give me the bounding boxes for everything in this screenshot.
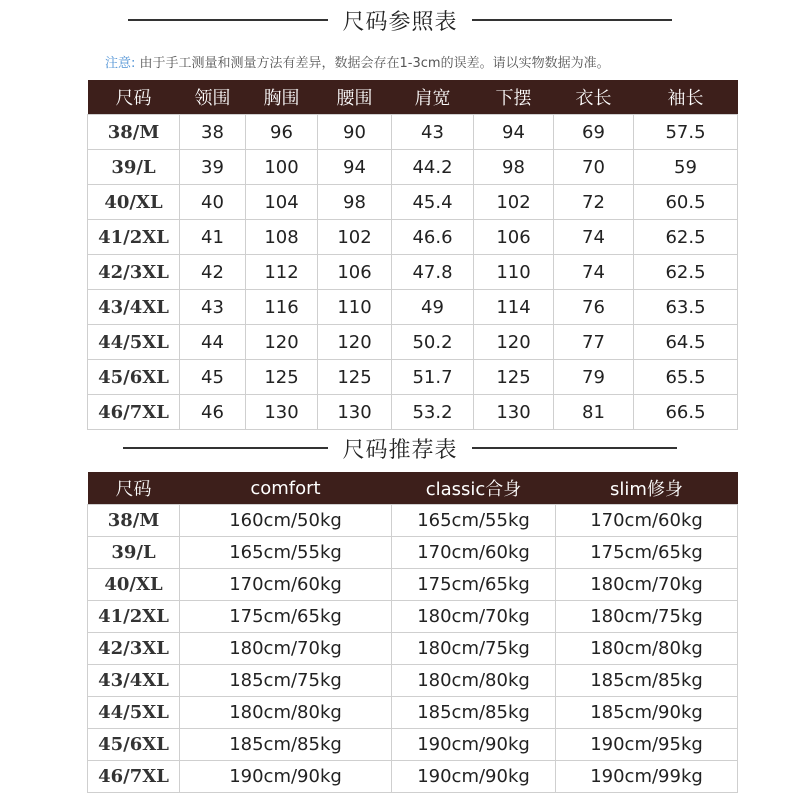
value-cell: 190cm/90kg <box>392 729 556 761</box>
value-cell: 81 <box>554 395 634 430</box>
note-text: 由于手工测量和测量方法有差异，数据会存在1-3cm的误差。请以实物数据为准。 <box>139 56 610 71</box>
value-cell: 130 <box>246 395 318 430</box>
value-cell: 180cm/80kg <box>180 697 392 729</box>
value-cell: 44.2 <box>392 150 474 185</box>
column-header: comfort <box>180 472 392 505</box>
value-cell: 53.2 <box>392 395 474 430</box>
value-cell: 120 <box>246 325 318 360</box>
table-row <box>88 505 738 537</box>
size-cell: 42/3XL <box>88 255 180 290</box>
value-cell: 43 <box>392 115 474 150</box>
size-cell: 42/3XL <box>88 633 180 665</box>
table-row <box>88 185 738 220</box>
column-header: 袖长 <box>634 80 738 115</box>
value-cell: 102 <box>474 185 554 220</box>
size-cell: 45/6XL <box>88 360 180 395</box>
size-cell: 39/L <box>88 537 180 569</box>
value-cell: 190cm/90kg <box>392 761 556 793</box>
value-cell: 130 <box>474 395 554 430</box>
column-header: 领围 <box>180 80 246 115</box>
size-chart-title: 尺码参照表 <box>342 9 458 35</box>
size-cell: 38/M <box>88 115 180 150</box>
value-cell: 110 <box>474 255 554 290</box>
column-header: slim修身 <box>556 472 738 505</box>
column-header: classic合身 <box>392 472 556 505</box>
value-cell: 175cm/65kg <box>556 537 738 569</box>
value-cell: 190cm/99kg <box>556 761 738 793</box>
value-cell: 175cm/65kg <box>180 601 392 633</box>
value-cell: 190cm/90kg <box>180 761 392 793</box>
value-cell: 185cm/85kg <box>392 697 556 729</box>
value-cell: 112 <box>246 255 318 290</box>
value-cell: 45.4 <box>392 185 474 220</box>
value-cell: 108 <box>246 220 318 255</box>
table-row <box>88 395 738 430</box>
value-cell: 180cm/70kg <box>180 633 392 665</box>
size-cell: 40/XL <box>88 569 180 601</box>
table-row <box>88 290 738 325</box>
size-cell: 44/5XL <box>88 697 180 729</box>
recommend-chart-title-row <box>0 430 800 466</box>
column-header: 衣长 <box>554 80 634 115</box>
table-row <box>88 729 738 761</box>
value-cell: 180cm/75kg <box>556 601 738 633</box>
value-cell: 38 <box>180 115 246 150</box>
value-cell: 51.7 <box>392 360 474 395</box>
size-cell: 41/2XL <box>88 601 180 633</box>
size-cell: 46/7XL <box>88 395 180 430</box>
value-cell: 59 <box>634 150 738 185</box>
value-cell: 60.5 <box>634 185 738 220</box>
size-chart-title-row <box>0 2 800 38</box>
value-cell: 180cm/75kg <box>392 633 556 665</box>
table-row <box>88 325 738 360</box>
table-row <box>88 115 738 150</box>
value-cell: 90 <box>318 115 392 150</box>
value-cell: 66.5 <box>634 395 738 430</box>
measurement-note <box>105 52 610 71</box>
title-line-right <box>472 19 672 21</box>
value-cell: 180cm/70kg <box>392 601 556 633</box>
column-header: 尺码 <box>88 472 180 505</box>
value-cell: 72 <box>554 185 634 220</box>
size-cell: 43/4XL <box>88 665 180 697</box>
value-cell: 46.6 <box>392 220 474 255</box>
value-cell: 47.8 <box>392 255 474 290</box>
value-cell: 43 <box>180 290 246 325</box>
value-cell: 96 <box>246 115 318 150</box>
size-cell: 43/4XL <box>88 290 180 325</box>
value-cell: 165cm/55kg <box>180 537 392 569</box>
value-cell: 76 <box>554 290 634 325</box>
value-cell: 62.5 <box>634 220 738 255</box>
value-cell: 165cm/55kg <box>392 505 556 537</box>
value-cell: 125 <box>318 360 392 395</box>
size-cell: 45/6XL <box>88 729 180 761</box>
title-line-left <box>123 447 328 449</box>
size-cell: 40/XL <box>88 185 180 220</box>
value-cell: 98 <box>474 150 554 185</box>
value-cell: 94 <box>474 115 554 150</box>
note-label: 注意: <box>105 56 136 71</box>
recommend-chart-title: 尺码推荐表 <box>342 437 458 463</box>
value-cell: 185cm/75kg <box>180 665 392 697</box>
value-cell: 46 <box>180 395 246 430</box>
value-cell: 74 <box>554 255 634 290</box>
value-cell: 94 <box>318 150 392 185</box>
value-cell: 170cm/60kg <box>180 569 392 601</box>
size-cell: 41/2XL <box>88 220 180 255</box>
value-cell: 41 <box>180 220 246 255</box>
value-cell: 65.5 <box>634 360 738 395</box>
table-row <box>88 255 738 290</box>
value-cell: 79 <box>554 360 634 395</box>
value-cell: 100 <box>246 150 318 185</box>
value-cell: 175cm/65kg <box>392 569 556 601</box>
value-cell: 63.5 <box>634 290 738 325</box>
value-cell: 114 <box>474 290 554 325</box>
value-cell: 116 <box>246 290 318 325</box>
value-cell: 98 <box>318 185 392 220</box>
column-header: 腰围 <box>318 80 392 115</box>
table-row <box>88 761 738 793</box>
value-cell: 170cm/60kg <box>392 537 556 569</box>
value-cell: 45 <box>180 360 246 395</box>
column-header: 胸围 <box>246 80 318 115</box>
value-cell: 185cm/90kg <box>556 697 738 729</box>
size-recommendation-table <box>87 472 738 793</box>
column-header: 尺码 <box>88 80 180 115</box>
value-cell: 50.2 <box>392 325 474 360</box>
table-header-row <box>88 472 738 505</box>
value-cell: 64.5 <box>634 325 738 360</box>
value-cell: 106 <box>474 220 554 255</box>
value-cell: 77 <box>554 325 634 360</box>
value-cell: 104 <box>246 185 318 220</box>
column-header: 下摆 <box>474 80 554 115</box>
value-cell: 120 <box>318 325 392 360</box>
value-cell: 170cm/60kg <box>556 505 738 537</box>
table-row <box>88 360 738 395</box>
table-row <box>88 601 738 633</box>
value-cell: 185cm/85kg <box>180 729 392 761</box>
value-cell: 125 <box>474 360 554 395</box>
column-header: 肩宽 <box>392 80 474 115</box>
value-cell: 190cm/95kg <box>556 729 738 761</box>
table-header-row <box>88 80 738 115</box>
size-cell: 38/M <box>88 505 180 537</box>
value-cell: 160cm/50kg <box>180 505 392 537</box>
value-cell: 130 <box>318 395 392 430</box>
value-cell: 102 <box>318 220 392 255</box>
value-cell: 120 <box>474 325 554 360</box>
size-cell: 44/5XL <box>88 325 180 360</box>
value-cell: 74 <box>554 220 634 255</box>
table-row <box>88 569 738 601</box>
title-line-left <box>128 19 328 21</box>
table-row <box>88 150 738 185</box>
value-cell: 39 <box>180 150 246 185</box>
value-cell: 69 <box>554 115 634 150</box>
value-cell: 62.5 <box>634 255 738 290</box>
value-cell: 42 <box>180 255 246 290</box>
table-row <box>88 537 738 569</box>
value-cell: 110 <box>318 290 392 325</box>
table-row <box>88 665 738 697</box>
value-cell: 49 <box>392 290 474 325</box>
size-reference-table <box>87 80 738 430</box>
value-cell: 125 <box>246 360 318 395</box>
table-row <box>88 220 738 255</box>
table-row <box>88 697 738 729</box>
value-cell: 106 <box>318 255 392 290</box>
value-cell: 180cm/70kg <box>556 569 738 601</box>
value-cell: 180cm/80kg <box>556 633 738 665</box>
table-row <box>88 633 738 665</box>
value-cell: 44 <box>180 325 246 360</box>
title-line-right <box>472 447 677 449</box>
value-cell: 185cm/85kg <box>556 665 738 697</box>
value-cell: 40 <box>180 185 246 220</box>
value-cell: 180cm/80kg <box>392 665 556 697</box>
value-cell: 57.5 <box>634 115 738 150</box>
size-cell: 46/7XL <box>88 761 180 793</box>
value-cell: 70 <box>554 150 634 185</box>
size-cell: 39/L <box>88 150 180 185</box>
